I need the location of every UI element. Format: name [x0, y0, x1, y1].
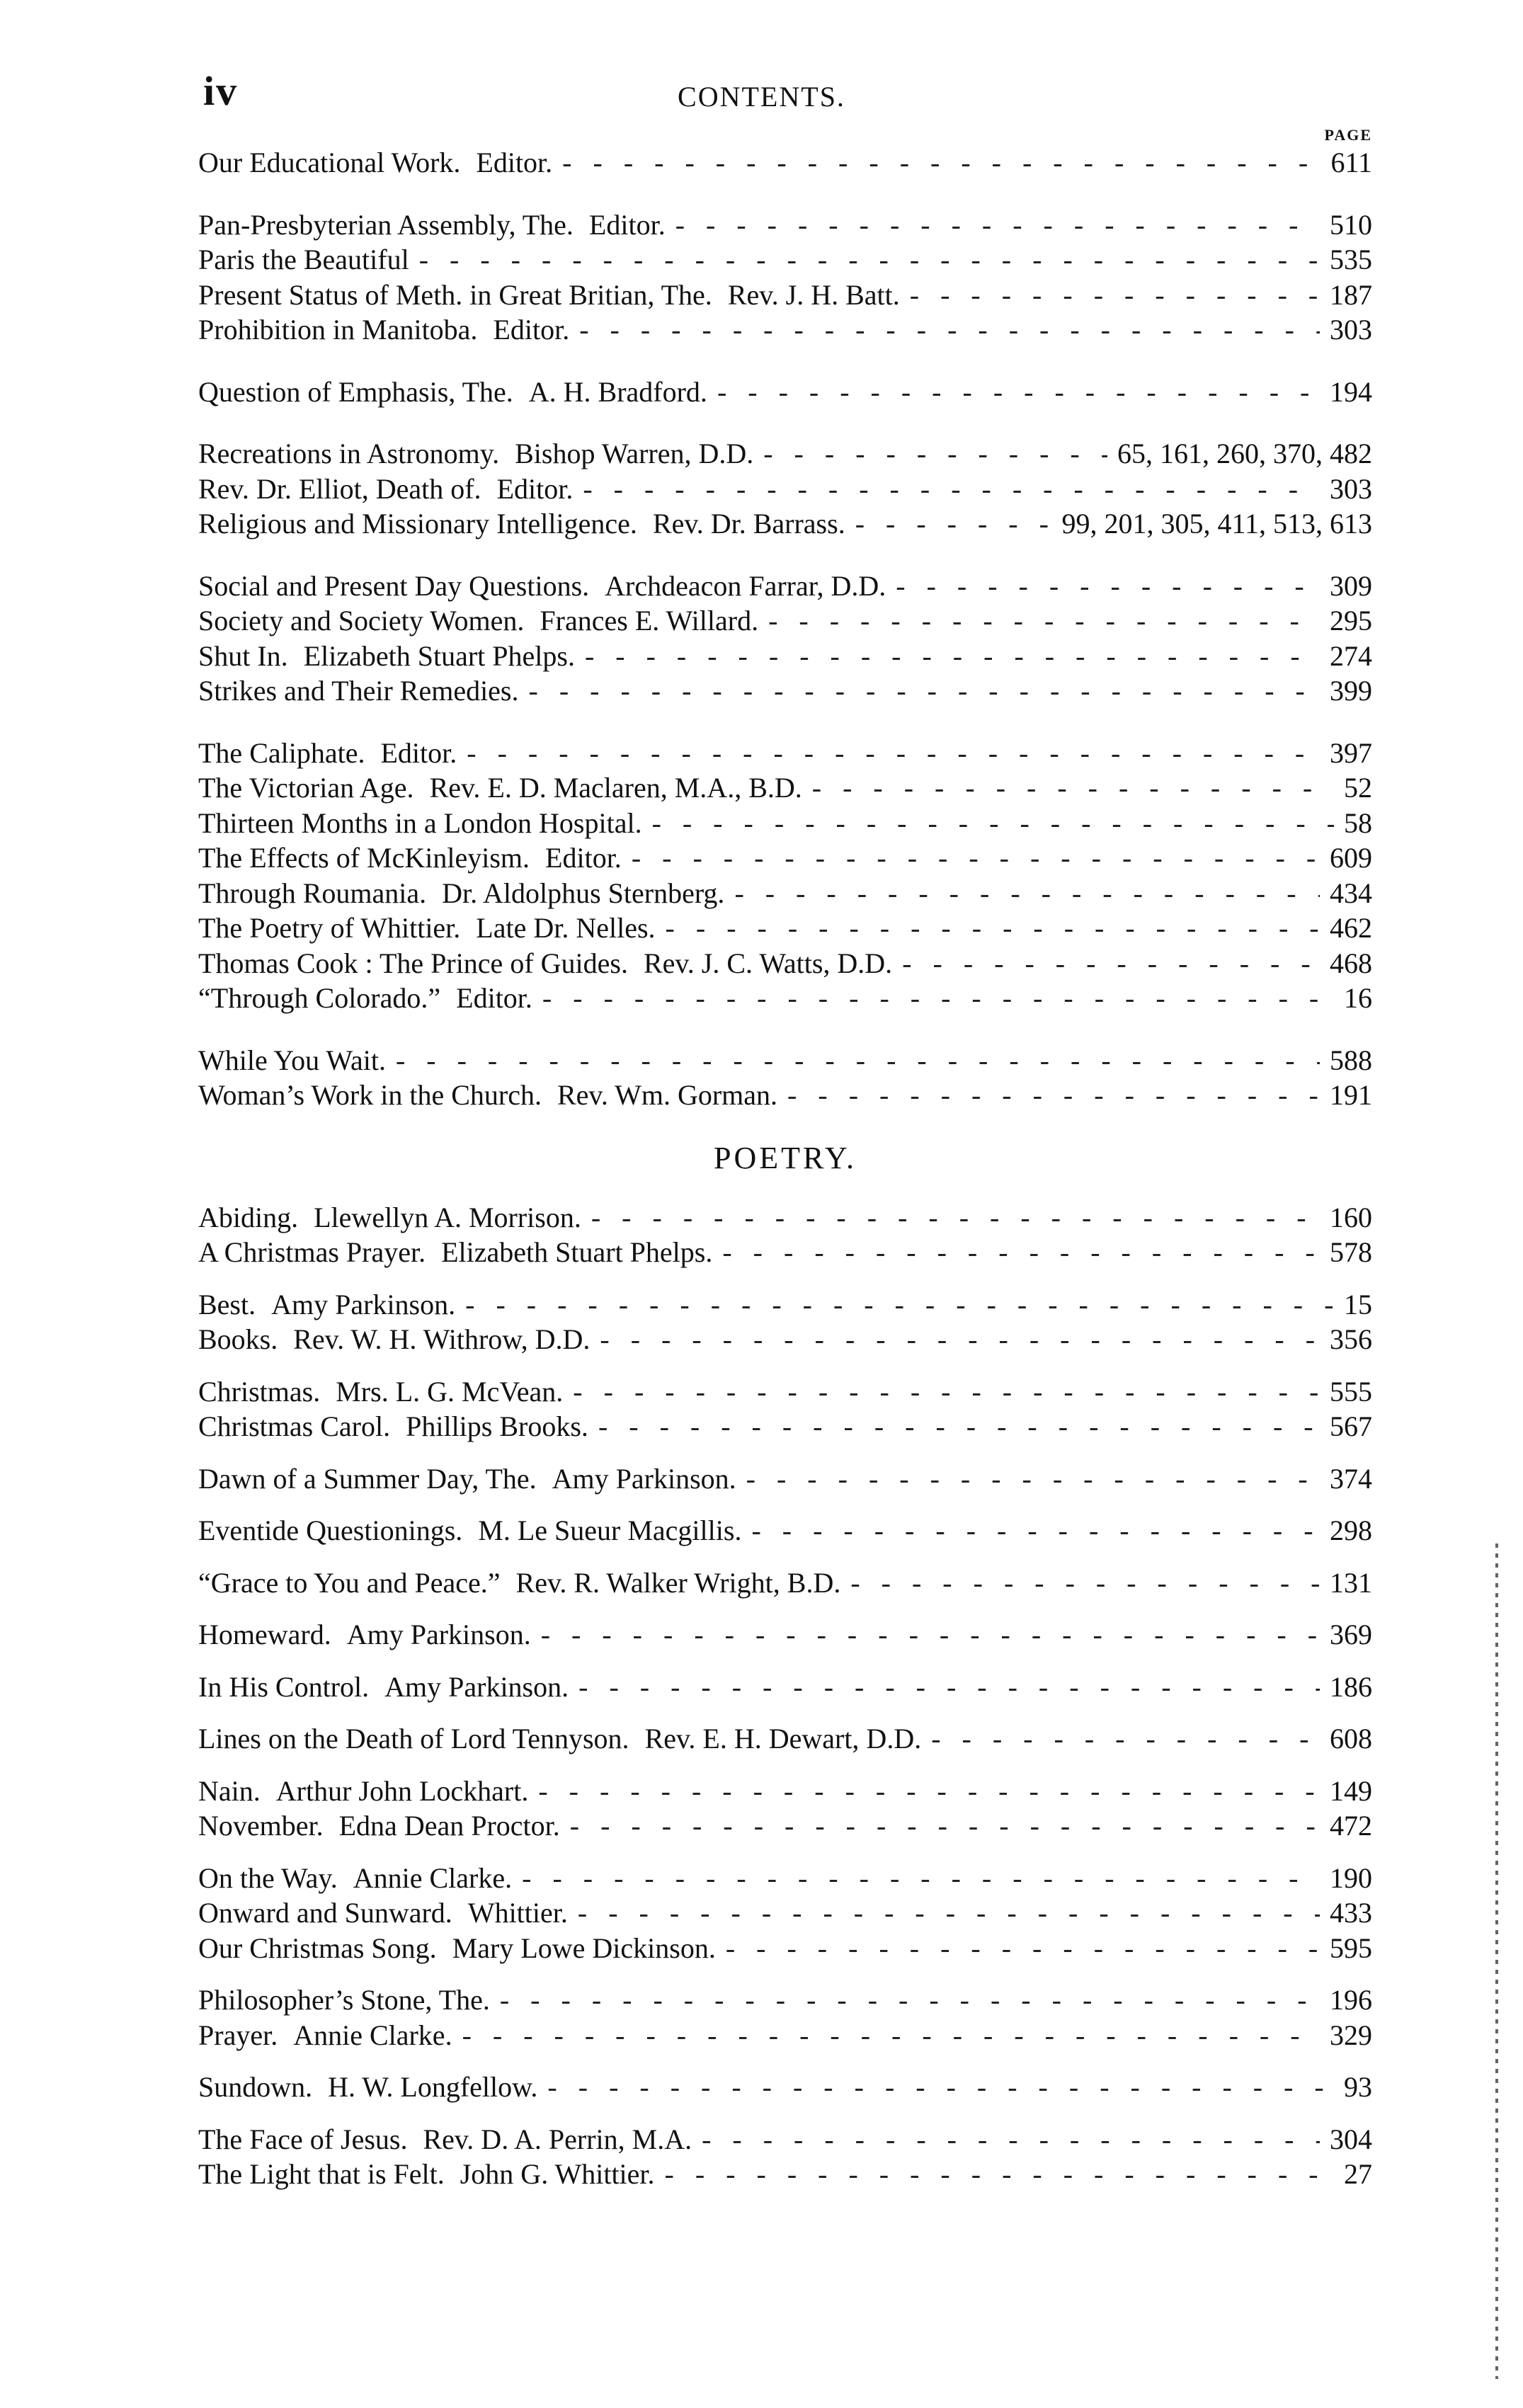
dot-leader: [541, 1617, 1320, 1653]
entry-author: Editor.: [545, 842, 622, 874]
entry-author: Amy Parkinson.: [346, 1619, 531, 1650]
entry-page-numbers: 52: [1344, 772, 1372, 804]
entry-author: Editor.: [456, 982, 532, 1014]
entry-page-numbers: 303: [1330, 472, 1372, 505]
dot-leader: [768, 603, 1320, 639]
entry-title: On the Way.: [198, 1861, 338, 1894]
dot-leader: [573, 1374, 1320, 1410]
toc-entry: [198, 1808, 1372, 1844]
entry-title: Our Christmas Song.: [198, 1931, 437, 1964]
entry-author: M. Le Sueur Macgillis.: [478, 1514, 742, 1546]
entry-group: [198, 1982, 1372, 2053]
dot-leader: [746, 1461, 1320, 1497]
dot-leader: [547, 2070, 1334, 2105]
entry-page-numbers: 15: [1344, 1288, 1372, 1320]
entry-group: [198, 736, 1372, 1016]
entry-title: November.: [198, 1810, 324, 1842]
entry-title: Onward and Sunward.: [198, 1897, 452, 1929]
entry-title: Society and Society Women.: [198, 605, 525, 637]
entry-title: Through Roumania.: [198, 877, 427, 909]
entry-page-numbers: 609: [1330, 842, 1372, 874]
entry-author: A. H. Bradford.: [528, 375, 707, 408]
entry-title: Rev. Dr. Elliot, Death of.: [198, 472, 481, 505]
entry-title: Nain.: [198, 1774, 261, 1807]
toc-entry: [198, 1895, 1372, 1931]
entry-page-numbers: 472: [1330, 1810, 1372, 1842]
entry-title: Recreations in Astronomy.: [198, 438, 500, 469]
dot-leader: [652, 806, 1334, 841]
entry-group: [198, 207, 1372, 348]
dot-leader: [751, 1513, 1320, 1548]
entry-title: “Grace to You and Peace.”: [198, 1566, 501, 1599]
toc-entry: [198, 2157, 1372, 2192]
entry-author: Rev. Wm. Gorman.: [557, 1079, 778, 1111]
entry-group: [198, 569, 1372, 709]
dot-leader: [585, 639, 1320, 674]
entry-group: [198, 1374, 1372, 1444]
entry-page-numbers: 191: [1330, 1079, 1372, 1111]
entry-title: Paris the Beautiful: [198, 244, 409, 275]
dot-leader: [598, 1409, 1320, 1444]
entry-page-numbers: 535: [1330, 244, 1372, 275]
entry-page-numbers: 309: [1330, 569, 1372, 602]
entry-title: Eventide Questionings.: [198, 1514, 463, 1546]
dot-leader: [396, 1043, 1320, 1078]
entry-title: Lines on the Death of Lord Tennyson.: [198, 1723, 629, 1754]
entry-author: Rev. W. H. Withrow, D.D.: [293, 1323, 591, 1355]
entry-title: Question of Emphasis, The.: [198, 375, 513, 408]
entry-author: Rev. Dr. Barrass.: [652, 508, 845, 540]
dot-leader: [902, 946, 1320, 981]
entry-title: Shut In.: [198, 639, 288, 672]
entry-author: Annie Clarke.: [293, 2019, 452, 2051]
toc-entry: [198, 472, 1372, 507]
entry-page-numbers: 187: [1330, 278, 1372, 311]
toc-entry: [198, 207, 1372, 243]
entry-page-numbers: 190: [1330, 1861, 1372, 1894]
entry-page-numbers: 65, 161, 260, 370, 482: [1117, 438, 1372, 469]
toc-entry: [198, 1461, 1372, 1497]
dot-leader: [726, 1931, 1320, 1966]
toc-entry: [198, 946, 1372, 981]
dot-leader: [632, 840, 1320, 876]
entry-author: Editor.: [496, 472, 574, 505]
entry-page-numbers: 303: [1330, 314, 1372, 346]
entry-page-numbers: 578: [1330, 1236, 1372, 1268]
entry-group: [198, 1461, 1372, 1497]
dot-leader: [467, 736, 1320, 771]
toc-entry: [198, 1565, 1372, 1601]
entry-title: Philosopher’s Stone, The.: [198, 1984, 490, 2016]
toc-entry: [198, 1931, 1372, 1966]
entry-author: Rev. R. Walker Wright, B.D.: [515, 1566, 841, 1599]
entry-page-numbers: 58: [1344, 806, 1372, 839]
entry-title: Dawn of a Summer Day, The.: [198, 1462, 537, 1495]
toc-entry: [198, 312, 1372, 348]
entry-title: Thirteen Months in a London Hospital.: [198, 806, 642, 839]
entry-author: Llewellyn A. Morrison.: [314, 1201, 581, 1233]
dot-leader: [538, 1774, 1320, 1809]
entry-page-numbers: 295: [1330, 605, 1372, 637]
dot-leader: [787, 1078, 1320, 1113]
entry-page-numbers: 434: [1330, 877, 1372, 909]
entry-author: Rev. D. A. Perrin, M.A.: [423, 2123, 692, 2155]
dot-leader: [419, 242, 1320, 278]
entry-title: “Through Colorado.”: [198, 982, 441, 1014]
entry-author: Editor.: [493, 314, 570, 346]
entry-author: Edna Dean Proctor.: [338, 1810, 560, 1842]
entry-title: Present Status of Meth. in Great Britian, The.: [198, 278, 712, 311]
entry-title: A Christmas Prayer.: [198, 1236, 426, 1268]
entry-page-numbers: 567: [1330, 1410, 1372, 1442]
entry-page-numbers: 27: [1344, 2158, 1372, 2190]
dot-leader: [812, 770, 1334, 806]
toc-entry: [198, 981, 1372, 1016]
entry-page-numbers: 399: [1330, 675, 1372, 707]
entry-page-numbers: 369: [1330, 1619, 1372, 1650]
dot-leader: [542, 981, 1334, 1016]
toc-entry: [198, 1200, 1372, 1236]
entry-author: Rev. J. C. Watts, D.D.: [643, 947, 893, 979]
entry-title: Prayer.: [198, 2019, 278, 2051]
entry-title: Our Educational Work.: [198, 147, 461, 178]
entry-author: Mary Lowe Dickinson.: [452, 1931, 716, 1964]
toc-entry: [198, 569, 1372, 604]
toc-entry: [198, 736, 1372, 771]
contents-list: [198, 145, 1372, 2209]
dot-leader: [675, 207, 1320, 243]
prose-section: [198, 145, 1372, 1113]
toc-entry: [198, 1721, 1372, 1757]
poetry-heading: POETRY.: [713, 1140, 857, 1175]
toc-entry: [198, 506, 1372, 542]
entry-page-numbers: 329: [1330, 2019, 1372, 2051]
entry-page-numbers: 462: [1330, 912, 1372, 944]
dot-leader: [910, 278, 1320, 313]
dot-leader: [702, 2122, 1320, 2157]
page-column-label: PAGE: [1324, 126, 1372, 144]
entry-group: [198, 1287, 1372, 1357]
entry-author: H. W. Longfellow.: [328, 2071, 538, 2103]
toc-entry: [198, 2070, 1372, 2105]
toc-entry: [198, 770, 1372, 806]
dot-leader: [591, 1200, 1320, 1236]
entry-author: Amy Parkinson.: [552, 1462, 736, 1495]
dot-leader: [570, 1808, 1320, 1844]
entry-title: Prohibition in Manitoba.: [198, 314, 478, 346]
entry-page-numbers: 608: [1330, 1723, 1372, 1754]
toc-entry: [198, 242, 1372, 278]
entry-author: Elizabeth Stuart Phelps.: [441, 1236, 713, 1268]
entry-title: Sundown.: [198, 2071, 313, 2103]
entry-page-numbers: 196: [1330, 1984, 1372, 2016]
entry-author: Annie Clarke.: [353, 1861, 513, 1894]
entry-author: Rev. E. H. Dewart, D.D.: [644, 1723, 922, 1754]
entry-author: Rev. J. H. Batt.: [727, 278, 900, 311]
entry-author: Bishop Warren, D.D.: [515, 438, 754, 469]
entry-page-numbers: 611: [1330, 147, 1372, 178]
entry-page-numbers: 468: [1330, 947, 1372, 979]
dot-leader: [465, 1287, 1334, 1323]
entry-page-numbers: 433: [1330, 1897, 1372, 1929]
entry-author: Editor.: [476, 147, 553, 178]
dot-leader: [578, 1670, 1320, 1705]
dot-leader: [763, 436, 1107, 472]
toc-entry: [198, 639, 1372, 674]
entry-title: Christmas.: [198, 1375, 321, 1408]
entry-author: Whittier.: [467, 1897, 568, 1929]
entry-page-numbers: 16: [1344, 982, 1372, 1014]
entry-title: Homeward.: [198, 1619, 331, 1650]
entry-page-numbers: 304: [1330, 2123, 1372, 2155]
entry-title: Thomas Cook : The Prince of Guides.: [198, 947, 628, 979]
page-number: iv: [203, 68, 239, 114]
entry-page-numbers: 93: [1344, 2071, 1372, 2103]
entry-page-numbers: 356: [1330, 1323, 1372, 1355]
entry-page-numbers: 99, 201, 305, 411, 513, 613: [1061, 508, 1372, 540]
dot-leader: [722, 1235, 1320, 1270]
entry-page-numbers: 194: [1330, 375, 1372, 408]
dot-leader: [855, 506, 1052, 542]
entry-author: Mrs. L. G. McVean.: [336, 1375, 564, 1408]
toc-entry: [198, 145, 1372, 181]
entry-page-numbers: 298: [1330, 1514, 1372, 1546]
entry-title: The Light that is Felt.: [198, 2158, 445, 2190]
entry-page-numbers: 131: [1330, 1566, 1372, 1599]
entry-group: [198, 145, 1372, 181]
entry-page-numbers: 160: [1330, 1201, 1372, 1233]
toc-entry: [198, 806, 1372, 841]
dot-leader: [522, 1861, 1320, 1896]
entry-group: [198, 375, 1372, 410]
poetry-section: [198, 1200, 1372, 2192]
dot-leader: [665, 2157, 1334, 2192]
dot-leader: [529, 673, 1320, 709]
entry-author: Rev. E. D. Maclaren, M.A., B.D.: [429, 772, 802, 804]
toc-entry: [198, 1409, 1372, 1444]
entry-author: John G. Whittier.: [460, 2158, 655, 2190]
dot-leader: [896, 569, 1320, 604]
entry-page-numbers: 274: [1330, 639, 1372, 672]
toc-entry: [198, 840, 1372, 876]
entry-title: The Face of Jesus.: [198, 2123, 408, 2155]
entry-author: Archdeacon Farrar, D.D.: [605, 569, 886, 602]
toc-entry: [198, 2018, 1372, 2053]
entry-group: [198, 1043, 1372, 1113]
entry-author: Editor.: [380, 736, 457, 769]
toc-entry: [198, 436, 1372, 472]
entry-title: The Caliphate.: [198, 736, 365, 769]
entry-group: [198, 1513, 1372, 1548]
entry-title: Religious and Missionary Intelligence.: [198, 508, 637, 540]
entry-title: The Poetry of Whittier.: [198, 912, 461, 944]
entry-title: The Effects of McKinleyism.: [198, 842, 530, 874]
toc-entry: [198, 911, 1372, 946]
toc-entry: [198, 1078, 1372, 1113]
entry-page-numbers: 374: [1330, 1462, 1372, 1495]
toc-entry: [198, 278, 1372, 313]
entry-title: Strikes and Their Remedies.: [198, 675, 519, 707]
dot-leader: [717, 375, 1320, 410]
entry-author: Dr. Aldolphus Sternberg.: [442, 877, 725, 909]
scan-edge-marks: [1495, 1543, 1498, 2379]
entry-title: While You Wait.: [198, 1044, 386, 1076]
dot-leader: [578, 1895, 1320, 1931]
running-head: CONTENTS.: [678, 81, 845, 113]
entry-group: [198, 1670, 1372, 1705]
toc-entry: [198, 1043, 1372, 1078]
toc-entry: [198, 375, 1372, 410]
entry-author: Frances E. Willard.: [540, 605, 759, 637]
entry-page-numbers: 149: [1330, 1774, 1372, 1807]
dot-leader: [850, 1565, 1320, 1601]
dot-leader: [562, 145, 1320, 181]
toc-entry: [198, 1982, 1372, 2018]
entry-group: [198, 436, 1372, 542]
entry-page-numbers: 510: [1330, 208, 1372, 241]
entry-author: Elizabeth Stuart Phelps.: [303, 639, 575, 672]
entry-title: Pan-Presbyterian Assembly, The.: [198, 208, 574, 241]
entry-group: [198, 2122, 1372, 2192]
toc-entry: [198, 1670, 1372, 1705]
toc-entry: [198, 1513, 1372, 1548]
entry-group: [198, 1861, 1372, 1966]
entry-author: Late Dr. Nelles.: [476, 912, 656, 944]
toc-entry: [198, 1322, 1372, 1357]
entry-group: [198, 2070, 1372, 2105]
page-header: [0, 67, 1523, 124]
entry-title: In His Control.: [198, 1670, 370, 1703]
dot-leader: [462, 2018, 1320, 2053]
entry-title: Abiding.: [198, 1201, 299, 1233]
entry-group: [198, 1200, 1372, 1270]
entry-author: Amy Parkinson.: [384, 1670, 569, 1703]
entry-page-numbers: 186: [1330, 1670, 1372, 1703]
toc-entry: [198, 603, 1372, 639]
dot-leader: [931, 1721, 1320, 1757]
toc-entry: [198, 1861, 1372, 1896]
entry-page-numbers: 555: [1330, 1375, 1372, 1408]
entry-title: Social and Present Day Questions.: [198, 569, 590, 602]
entry-title: Best.: [198, 1288, 256, 1320]
entry-page-numbers: 397: [1330, 736, 1372, 769]
entry-author: Phillips Brooks.: [406, 1410, 588, 1442]
toc-entry: [198, 1235, 1372, 1270]
entry-group: [198, 1774, 1372, 1844]
entry-group: [198, 1565, 1372, 1601]
dot-leader: [734, 876, 1320, 911]
entry-title: Books.: [198, 1323, 278, 1355]
entry-author: Arthur John Lockhart.: [275, 1774, 529, 1807]
toc-entry: [198, 1774, 1372, 1809]
entry-page-numbers: 588: [1330, 1044, 1372, 1076]
dot-leader: [579, 312, 1320, 348]
entry-author: Amy Parkinson.: [271, 1288, 456, 1320]
entry-title: Woman’s Work in the Church.: [198, 1079, 542, 1111]
toc-entry: [198, 1617, 1372, 1653]
entry-title: The Victorian Age.: [198, 772, 414, 804]
toc-entry: [198, 2122, 1372, 2157]
toc-entry: [198, 1374, 1372, 1410]
toc-entry: [198, 1287, 1372, 1323]
dot-leader: [600, 1322, 1320, 1357]
dot-leader: [583, 472, 1320, 507]
toc-entry: [198, 876, 1372, 911]
dot-leader: [666, 911, 1320, 946]
entry-page-numbers: 595: [1330, 1931, 1372, 1964]
dot-leader: [500, 1982, 1320, 2018]
toc-entry: [198, 673, 1372, 709]
entry-group: [198, 1617, 1372, 1653]
entry-author: Editor.: [588, 208, 666, 241]
entry-group: [198, 1721, 1372, 1757]
entry-title: Christmas Carol.: [198, 1410, 391, 1442]
